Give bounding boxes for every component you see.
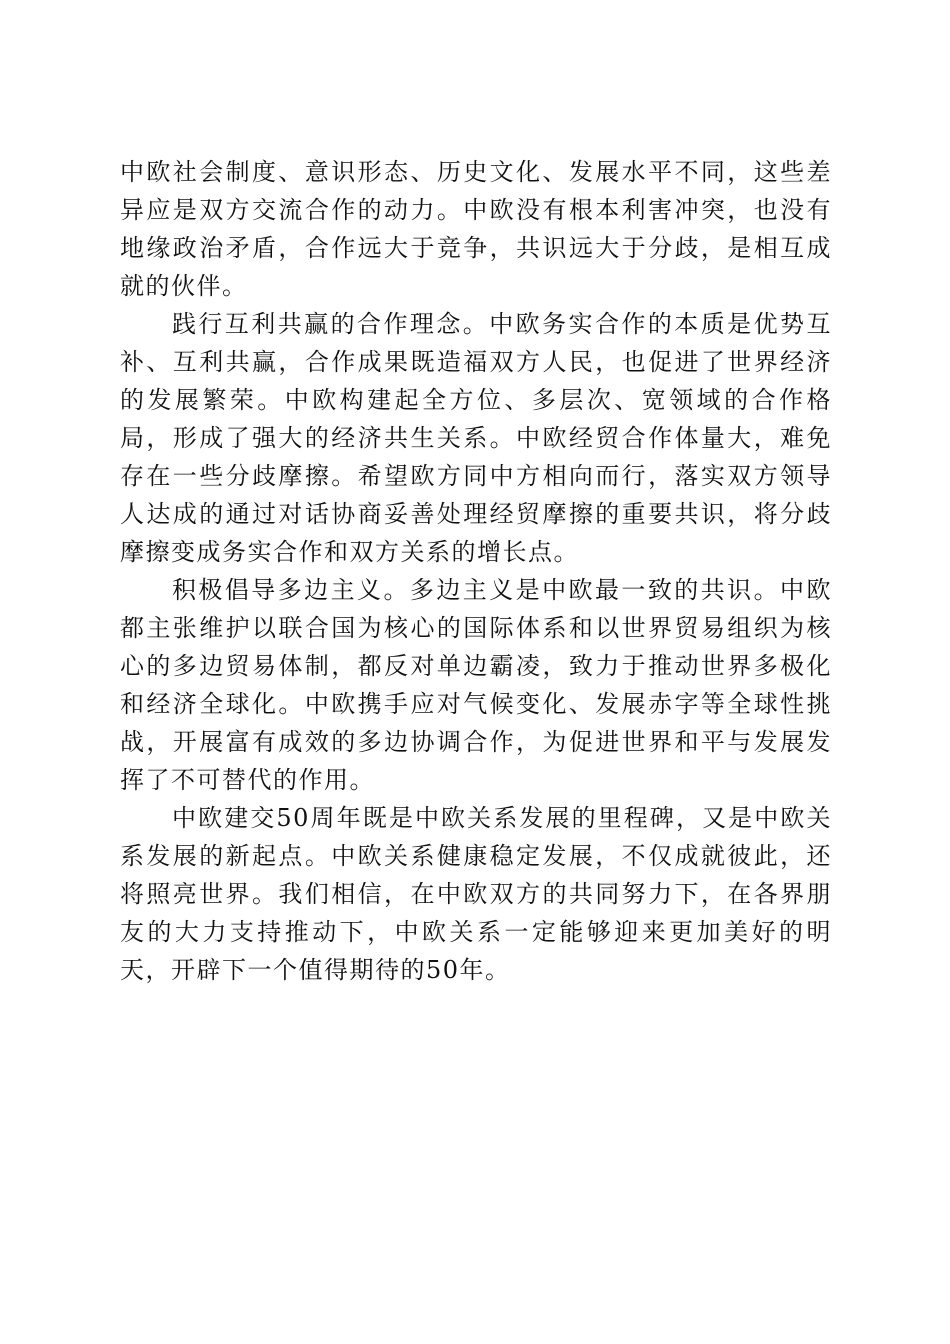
paragraph-continued: 中欧社会制度、意识形态、历史文化、发展水平不同，这些差异应是双方交流合作的动力。中欧没有根本利害冲突，也没有地缘政治矛盾，合作远大于竞争，共识远大于分歧，是相互成就的伙伴。 <box>120 158 832 300</box>
paragraph-50th-anniversary: 中欧建交50周年既是中欧关系发展的里程碑，又是中欧关系发展的新起点。中欧关系健康稳定发展，不仅成就彼此，还将照亮世界。我们相信，在中欧双方的共同努力下，在各界朋友的大力支持推动下，中欧关系一定能够迎来更加美好的明天，开辟下一个值得期待的50年。 <box>120 804 832 984</box>
paragraph-mutual-benefit: 践行互利共赢的合作理念。中欧务实合作的本质是优势互补、互利共赢，合作成果既造福双方人民，也促进了世界经济的发展繁荣。中欧构建起全方位、多层次、宽领域的合作格局，形成了强大的经济共生关系。中欧经贸合作体量大，难免存在一些分歧摩擦。希望欧方同中方相向而行，落实双方领导人达成的通过对话协商妥善处理经贸摩擦的重要共识，将分歧摩擦变成务实合作和双方关系的增长点。 <box>120 310 832 566</box>
paragraph-multilateralism: 积极倡导多边主义。多边主义是中欧最一致的共识。中欧都主张维护以联合国为核心的国际体系和以世界贸易组织为核心的多边贸易体制，都反对单边霸凌，致力于推动世界多极化和经济全球化。中欧携手应对气候变化、发展赤字等全球性挑战，开展富有成效的多边协调合作，为促进世界和平与发展发挥了不可替代的作用。 <box>120 576 832 794</box>
document-body <box>120 153 832 989</box>
